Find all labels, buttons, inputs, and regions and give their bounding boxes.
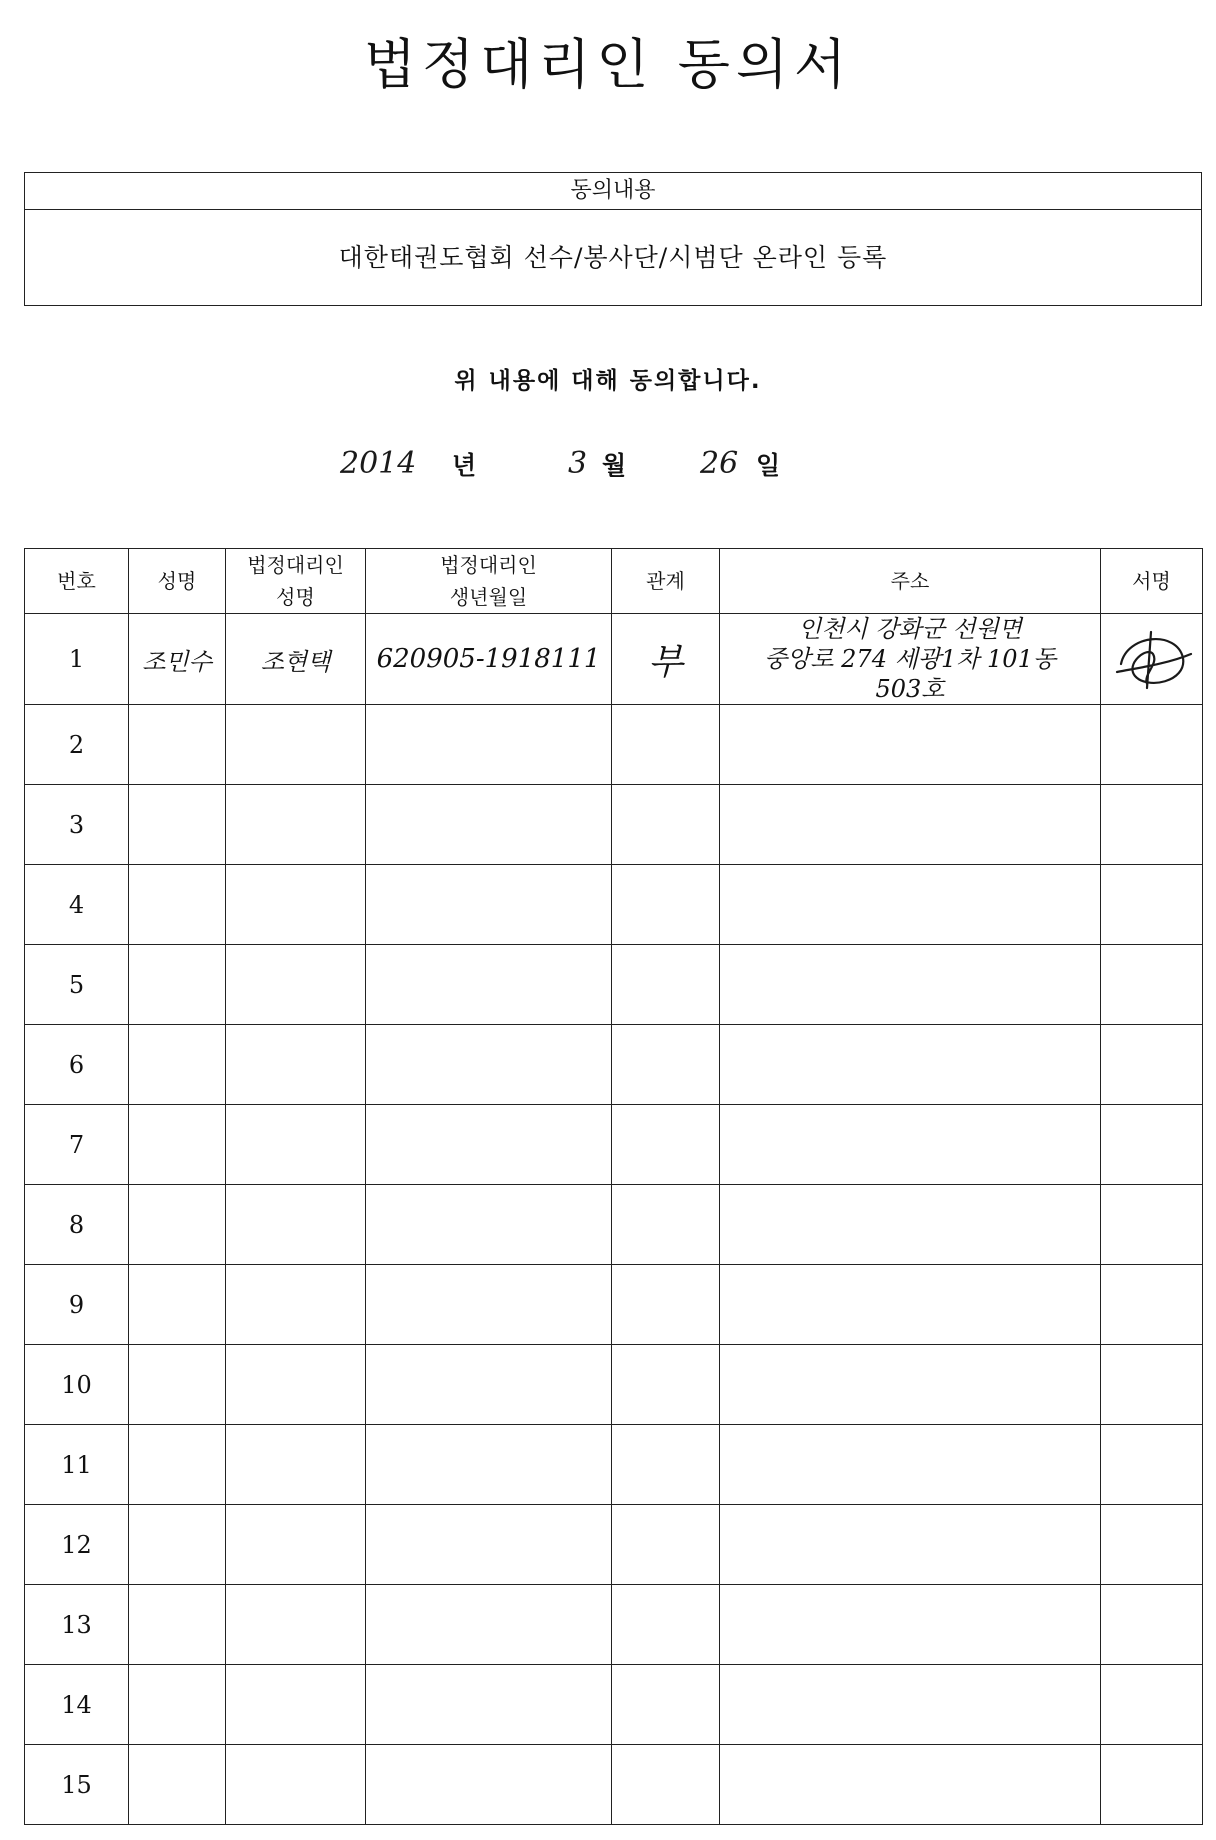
- handwritten-signature: [1107, 624, 1197, 694]
- header-guardian-name-line2: 성명: [276, 585, 315, 609]
- table-row: [25, 1665, 1203, 1745]
- header-guardian-name: [226, 549, 366, 614]
- cell-no: 15: [25, 1745, 129, 1825]
- table-row: [25, 1185, 1203, 1265]
- table-row: [25, 945, 1203, 1025]
- cell-name: 조민수: [129, 614, 226, 705]
- document-title: 법정대리인 동의서: [363, 33, 853, 96]
- cell-address: [720, 614, 1101, 705]
- table-row: [25, 1585, 1203, 1665]
- cell-guardian-name: 조현택: [226, 614, 366, 705]
- cell-no: 6: [25, 1025, 129, 1105]
- table-row: [25, 1345, 1203, 1425]
- cell-no: 3: [25, 785, 129, 865]
- guardian-table: [24, 548, 1203, 1825]
- table-row: [25, 1505, 1203, 1585]
- date-month: 3: [568, 446, 588, 481]
- table-row: [25, 1105, 1203, 1185]
- header-guardian-birth-line1: 법정대리인: [440, 553, 537, 577]
- date-line: [0, 440, 1216, 488]
- cell-no: 14: [25, 1665, 129, 1745]
- cell-no: 13: [25, 1585, 129, 1665]
- cell-no: 9: [25, 1265, 129, 1345]
- consent-content: 대한태권도협회 선수/봉사단/시범단 온라인 등록: [338, 243, 888, 272]
- table-row: [25, 705, 1203, 785]
- cell-relation: 부: [612, 614, 720, 705]
- table-row: [25, 614, 1203, 705]
- address-line3: 503호: [875, 675, 945, 703]
- cell-no: 10: [25, 1345, 129, 1425]
- table-row: [25, 1265, 1203, 1345]
- cell-signature: [1101, 614, 1203, 705]
- address-line2: 중앙로 274 세광1차 101동: [763, 645, 1057, 673]
- header-signature: 서명: [1101, 549, 1203, 614]
- cell-guardian-birth: 620905-1918111: [366, 614, 612, 705]
- table-row: [25, 1745, 1203, 1825]
- table-header-row: [25, 549, 1203, 614]
- header-address: 주소: [720, 549, 1101, 614]
- address-line1: 인천시 강화군 선원면: [798, 615, 1022, 643]
- consent-header: 동의내용: [25, 173, 1201, 210]
- header-guardian-birth: [366, 549, 612, 614]
- cell-no: 4: [25, 865, 129, 945]
- cell-no: 5: [25, 945, 129, 1025]
- date-month-unit: 월: [602, 451, 627, 480]
- agreement-statement: 위 내용에 대해 동의합니다.: [454, 368, 762, 394]
- consent-content-box: [24, 172, 1202, 306]
- date-day-unit: 일: [756, 451, 781, 480]
- date-year-unit: 년: [452, 451, 477, 480]
- cell-no: 11: [25, 1425, 129, 1505]
- cell-no: 12: [25, 1505, 129, 1585]
- header-relation: 관계: [612, 549, 720, 614]
- table-row: [25, 1425, 1203, 1505]
- table-row: [25, 785, 1203, 865]
- date-day: 26: [700, 446, 739, 481]
- cell-no: 8: [25, 1185, 129, 1265]
- header-guardian-name-line1: 법정대리인: [247, 553, 344, 577]
- cell-no: 2: [25, 705, 129, 785]
- table-row: [25, 865, 1203, 945]
- cell-no: 7: [25, 1105, 129, 1185]
- header-no: 번호: [25, 549, 129, 614]
- cell-no: 1: [25, 614, 129, 705]
- header-guardian-birth-line2: 생년월일: [449, 585, 528, 609]
- date-year: 2014: [340, 446, 417, 481]
- header-name: 성명: [129, 549, 226, 614]
- table-row: [25, 1025, 1203, 1105]
